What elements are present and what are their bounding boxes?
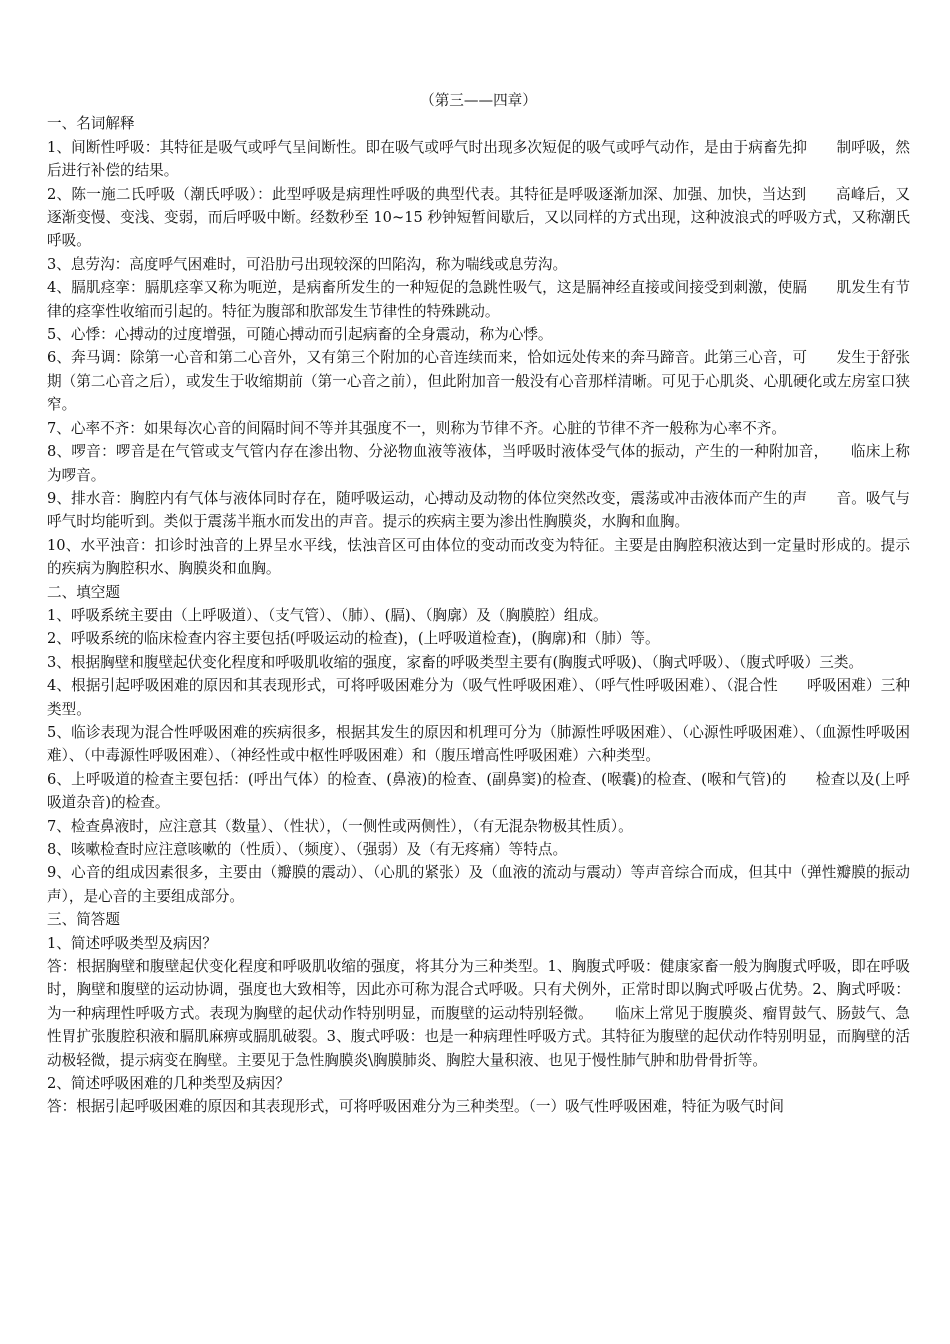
- fill-in-item: 9、心音的组成因素很多，主要由（瓣膜的震动）、（心肌的紧张）及（血液的流动与震动）等声音综合而成，但其中（弹性瓣膜的振动声），是心音的主要组成部分。: [47, 864, 910, 905]
- definition-item: 10、水平浊音：扣诊时浊音的上界呈水平线，怯浊音区可由体位的变动而改变为特征。主要是由胸腔积液达到一定量时形成的。提示的疾病为胸腔积水、胸膜炎和血胸。: [47, 536, 910, 578]
- section-short-answer: [47, 908, 910, 1119]
- section-heading: 一、名词解释: [47, 115, 135, 133]
- section-definitions: [47, 112, 910, 580]
- fill-in-item: 7、检查鼻液时，应注意其（数量）、（性状），（一侧性或两侧性），（有无混杂物极其性质）。: [47, 817, 633, 835]
- section-heading: 二、填空题: [47, 583, 120, 601]
- section-fill-in: [47, 581, 910, 909]
- answer: 答：根据引起呼吸困难的原因和其表现形式，可将呼吸困难分为三种类型。（一）吸气性呼吸困难，特征为吸气时间: [47, 1098, 784, 1116]
- fill-in-item: 8、咳嗽检查时应注意咳嗽的（性质）、（频度）、（强弱）及（有无疼痛）等特点。: [47, 841, 568, 858]
- answer: 答：根据胸壁和腹壁起伏变化程度和呼吸肌收缩的强度，将其分为三种类型。1、胸腹式呼吸：健康家畜一般为胸腹式呼吸，即在呼吸时，胸壁和腹壁的运动协调，强度也大致相等，因此亦可称为混合式呼吸。只有犬例外，正常时即以胸式呼吸占优势。2、胸式呼吸：为一种病理性呼吸方式。表现为胸壁的起伏动作特别明显，而腹壁的运动特别轻微。 临床上常见于腹膜炎、瘤胃鼓气、肠鼓气、急性胃扩张腹腔积液和膈肌麻痹或膈肌破裂。3、腹式呼吸：也是一种病理性呼吸方式。其特征为腹壁的起伏动作特别明显，而胸壁的活动极轻微，提示病变在胸壁。主要见于急性胸膜炎\胸膜肺炎、胸腔大量积液、也见于慢性肺气肿和肋骨骨折等。: [47, 958, 910, 1069]
- definition-item: 3、息劳沟：高度呼气困难时，可沿肋弓出现较深的凹陷沟，称为喘线或息劳沟。: [47, 255, 568, 273]
- section-heading: 三、简答题: [47, 911, 120, 929]
- definition-item: 7、心率不齐：如果每次心音的间隔时间不等并其强度不一，则称为节律不齐。心脏的节律不齐一般称为心率不齐。: [47, 419, 786, 437]
- definition-item: 2、陈一施二氏呼吸（潮氏呼吸）：此型呼吸是病理性呼吸的典型代表。其特征是呼吸逐渐加深、加强、加快，当达到 高峰后，又逐渐变慢、变浅、变弱，而后呼吸中断。经数秒至 10~15 秒钟短暂间歇后，又以同样的方式出现，这种波浪式的呼吸方式，又称潮氏呼吸。: [47, 185, 910, 250]
- fill-in-item: 3、根据胸壁和腹壁起伏变化程度和呼吸肌收缩的强度，家畜的呼吸类型主要有(胸腹式呼吸)、（胸式呼吸）、（腹式呼吸）三类。: [47, 653, 864, 671]
- fill-in-item: 5、临诊表现为混合性呼吸困难的疾病很多，根据其发生的原因和机理可分为（肺源性呼吸困难）、（心源性呼吸困难）、（血源性呼吸困难）、（中毒源性呼吸困难）、（神经性或中枢性呼吸困难）和（腹压增高性呼吸困难）六种类型。: [47, 723, 910, 765]
- question: 1、简述呼吸类型及病因？: [47, 934, 217, 952]
- definition-item: 8、啰音：啰音是在气管或支气管内存在渗出物、分泌物血液等液体，当呼吸时液体受气体的振动，产生的一种附加音， 临床上称为啰音。: [47, 443, 910, 484]
- fill-in-item: 4、根据引起呼吸困难的原因和其表现形式，可将呼吸困难分为（吸气性呼吸困难）、（呼气性呼吸困难）、（混合性 呼吸困难）三种类型。: [47, 677, 910, 718]
- chapter-title: （第三——四章）: [420, 92, 537, 109]
- question: 2、简述呼吸困难的几种类型及病因？: [47, 1075, 290, 1093]
- definition-item: 5、心悸：心搏动的过度增强，可随心搏动而引起病畜的全身震动，称为心悸。: [47, 326, 553, 344]
- definition-item: 1、间断性呼吸：其特征是吸气或呼气呈间断性。即在吸气或呼气时出现多次短促的吸气或呼气动作，是由于病畜先抑 制呼吸，然后进行补偿的结果。: [47, 138, 910, 180]
- definition-item: 9、排水音：胸腔内有气体与液体同时存在，随呼吸运动，心搏动及动物的体位突然改变，震荡或冲击液体而产生的声 音。吸气与呼气时均能听到。类似于震荡半瓶水而发出的声音。提示的疾病主要为渗出性胸膜炎，水胸和血胸。: [47, 489, 910, 531]
- definition-item: 6、奔马调：除第一心音和第二心音外，又有第三个附加的心音连续而来，恰如远处传来的奔马蹄音。此第三心音，可 发生于舒张期（第二心音之后），或发生于收缩期前（第一心音之前），但此附加音一般没有心音那样清晰。可见于心肌炎、心肌硬化或左房室口狭窄。: [47, 349, 910, 414]
- definition-item: 4、膈肌痉挛：膈肌痉挛又称为呃逆，是病畜所发生的一种短促的急跳性吸气，这是膈神经直接或间接受到刺激，使膈 肌发生有节律的痉挛性收缩而引起的。特征为腹部和肷部发生节律性的特殊跳动。: [47, 279, 910, 320]
- fill-in-item: 6、上呼吸道的检查主要包括：(呼出气体）的检查、(鼻液)的检查、(副鼻窦)的检查、(喉囊)的检查、(喉和气管)的 检查以及(上呼吸道杂音)的检查。: [47, 770, 910, 812]
- fill-in-item: 1、呼吸系统主要由（上呼吸道）、（支气管）、（肺）、(膈)、（胸廓）及（胸膜腔）组成。: [47, 606, 608, 624]
- fill-in-item: 2、呼吸系统的临床检查内容主要包括(呼吸运动的检查)，(上呼吸道检查)，(胸廓)和（肺）等。: [47, 630, 660, 648]
